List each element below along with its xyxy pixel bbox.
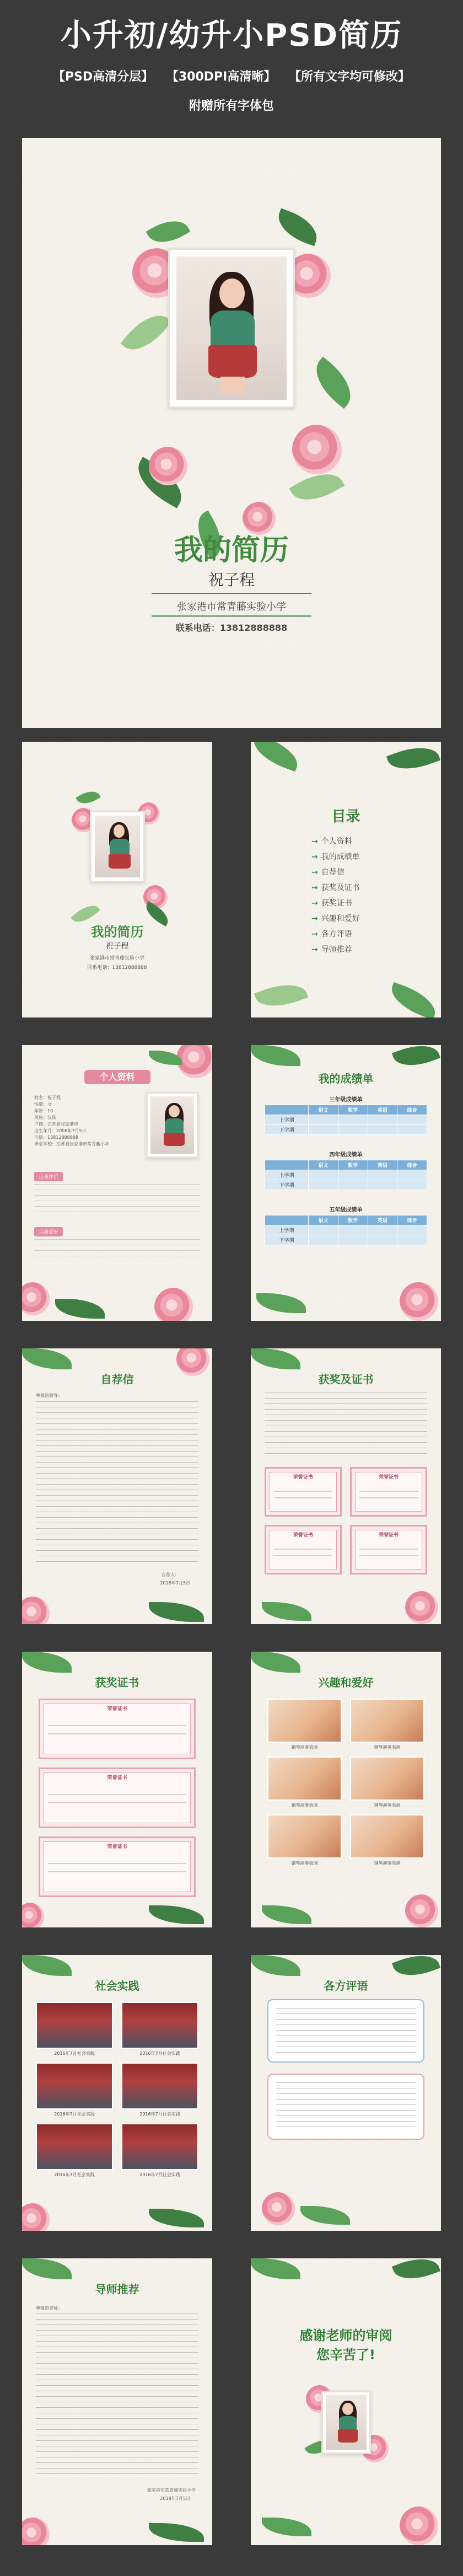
photo-caption: 2016年7月社会实践 bbox=[139, 2051, 180, 2056]
hobby-photo bbox=[267, 1814, 342, 1859]
page-title: 小升初/幼升小PSD简历 bbox=[60, 18, 403, 53]
photo-caption: 2016年7月社会实践 bbox=[54, 2051, 95, 2056]
mentor-greeting: 尊敬的老师： bbox=[36, 2306, 62, 2311]
section-banner: 个人资料 bbox=[84, 1070, 150, 1084]
photo-caption: 2016年7月社会实践 bbox=[139, 2172, 180, 2177]
leaf-decoration bbox=[306, 357, 361, 409]
tag-dpi: 【300DPI高清晰】 bbox=[166, 70, 276, 84]
letter-greeting: 尊敬的领导： bbox=[36, 1393, 62, 1398]
section-title: 兴趣和爱好 bbox=[318, 1676, 374, 1689]
hobby-photo bbox=[350, 1756, 424, 1801]
cover-page bbox=[22, 138, 441, 728]
comment-bubble bbox=[267, 1999, 424, 2063]
activity-photo bbox=[121, 2002, 198, 2049]
thanks-page bbox=[251, 2258, 441, 2545]
small-cover-phone: 联系电话：13812888888 bbox=[87, 965, 147, 971]
hobby-page bbox=[251, 1652, 441, 1927]
portrait-frame bbox=[146, 1092, 198, 1158]
text-block bbox=[34, 1239, 200, 1261]
activity-photo bbox=[121, 2123, 198, 2170]
activity-photo bbox=[36, 2063, 113, 2109]
certificate: 荣誉证书 bbox=[39, 1768, 196, 1828]
small-cover-title: 我的简历 bbox=[90, 924, 144, 940]
portrait-photo bbox=[176, 256, 287, 400]
section-title: 社会实践 bbox=[95, 1979, 139, 1993]
gift-note: 附赠所有字体包 bbox=[189, 99, 274, 113]
toc-item[interactable]: → 我的成绩单 bbox=[311, 853, 360, 861]
photo-caption: 钢琴演奏表演 bbox=[291, 1861, 318, 1866]
sub-heading: 兴趣爱好 bbox=[34, 1227, 63, 1236]
header bbox=[0, 0, 463, 127]
thanks-line-1: 感谢老师的审阅 bbox=[299, 2328, 392, 2343]
rose-decoration bbox=[149, 447, 187, 485]
small-cover-school: 张家港市常青藤实验小学 bbox=[89, 956, 144, 961]
photo-caption: 2016年7月社会实践 bbox=[54, 2112, 95, 2117]
portrait-frame bbox=[90, 811, 145, 882]
toc-item[interactable]: → 兴趣和爱好 bbox=[311, 914, 360, 923]
leaf-decoration bbox=[273, 208, 322, 247]
letter-sign: 自荐人： bbox=[161, 1572, 179, 1577]
tag-psd: 【PSD高清分层】 bbox=[52, 70, 154, 84]
photo-caption: 钢琴演奏表演 bbox=[291, 1803, 318, 1808]
divider bbox=[152, 593, 311, 594]
toc-item[interactable]: → 各方评语 bbox=[311, 930, 352, 939]
hobby-photo bbox=[267, 1699, 342, 1743]
comments-page bbox=[251, 1955, 441, 2231]
mentor-page bbox=[22, 2258, 212, 2545]
practice-page bbox=[22, 1955, 212, 2231]
cover-school: 张家港市常青藤实验小学 bbox=[177, 601, 286, 613]
certificate: 荣誉证书 bbox=[265, 1525, 342, 1574]
toc-item[interactable]: → 个人资料 bbox=[311, 837, 352, 846]
section-title: 各方评语 bbox=[324, 1979, 368, 1993]
feature-tags bbox=[0, 67, 463, 84]
toc-page bbox=[251, 742, 441, 1017]
personal-page bbox=[22, 1045, 212, 1321]
leaf-decoration bbox=[120, 306, 171, 360]
certificate: 荣誉证书 bbox=[39, 1836, 196, 1897]
section-title: 导师推荐 bbox=[95, 2283, 139, 2296]
letter-body bbox=[36, 1401, 198, 1567]
certificate: 荣誉证书 bbox=[265, 1467, 342, 1517]
grades-page bbox=[251, 1045, 441, 1321]
toc-item[interactable]: → 自荐信 bbox=[311, 868, 344, 877]
table-caption: 四年级成绩单 bbox=[329, 1152, 363, 1158]
sub-heading: 自我评价 bbox=[34, 1172, 63, 1181]
activity-photo bbox=[121, 2063, 198, 2109]
cover-name: 祝子程 bbox=[208, 571, 255, 589]
section-title: 我的成绩单 bbox=[318, 1072, 374, 1085]
awards-page bbox=[251, 1348, 441, 1624]
cover-title: 我的简历 bbox=[174, 534, 289, 567]
mentor-sign: 张家港市常青藤实验小学 bbox=[147, 2488, 196, 2493]
letter-page bbox=[22, 1348, 212, 1624]
activity-photo bbox=[36, 2123, 113, 2170]
mentor-date: 2018年7月5日 bbox=[160, 2496, 190, 2501]
portrait-frame bbox=[168, 248, 295, 408]
table-caption: 五年级成绩单 bbox=[329, 1207, 363, 1213]
section-title: 自荐信 bbox=[100, 1373, 134, 1386]
rose-decoration bbox=[292, 425, 342, 474]
photo-caption: 钢琴演奏表演 bbox=[374, 1803, 401, 1808]
photo-caption: 钢琴演奏表演 bbox=[374, 1861, 401, 1866]
certificate: 荣誉证书 bbox=[350, 1467, 427, 1517]
toc-item[interactable]: → 获奖及证书 bbox=[311, 883, 360, 892]
hobby-photo bbox=[267, 1756, 342, 1801]
divider bbox=[152, 615, 311, 617]
hobby-photo bbox=[350, 1699, 424, 1743]
certs-page bbox=[22, 1652, 212, 1927]
text-block bbox=[34, 1184, 200, 1217]
leaf-decoration bbox=[146, 212, 191, 251]
small-cover-name: 祝子程 bbox=[105, 942, 129, 951]
section-title: 获奖证书 bbox=[95, 1676, 139, 1689]
grade-table: 语文 数学 英语 综合 上学期 下学期 bbox=[265, 1160, 427, 1190]
section-title: 获奖及证书 bbox=[318, 1373, 374, 1386]
comment-bubble bbox=[267, 2074, 424, 2140]
certificate: 荣誉证书 bbox=[350, 1525, 427, 1574]
hobby-photo bbox=[350, 1814, 424, 1859]
photo-caption: 钢琴演奏表演 bbox=[374, 1745, 401, 1750]
letter-date: 2018年7月5日 bbox=[160, 1581, 190, 1586]
cover-phone: 联系电话：13812888888 bbox=[175, 623, 288, 633]
certificate: 荣誉证书 bbox=[39, 1699, 196, 1759]
mentor-body bbox=[36, 2313, 198, 2479]
toc-item[interactable]: → 导师推荐 bbox=[311, 945, 352, 954]
small-cover-page bbox=[22, 742, 212, 1017]
grade-table: 语文 数学 英语 综合 上学期 下学期 bbox=[265, 1215, 427, 1245]
toc-item[interactable]: → 获奖证书 bbox=[311, 899, 352, 908]
portrait-photo bbox=[95, 816, 140, 877]
grade-table: 语文 数学 英语 综合 上学期 下学期 bbox=[265, 1105, 427, 1135]
portrait-frame bbox=[321, 2391, 371, 2454]
personal-info: 姓名：祝子程 性别：女 年龄：10 民族：汉族 户籍：江苏省张家港市 出生年月：2008年7月5日 电话：13812888888 毕业学校：江苏省张家港市常青藤小学 bbox=[34, 1095, 109, 1147]
photo-caption: 2016年7月社会实践 bbox=[54, 2172, 95, 2177]
thanks-line-2: 您辛苦了! bbox=[316, 2347, 375, 2363]
table-caption: 三年级成绩单 bbox=[329, 1097, 363, 1103]
tag-editable: 【所有文字均可修改】 bbox=[289, 70, 411, 84]
toc-title: 目录 bbox=[331, 808, 360, 825]
awards-list bbox=[265, 1393, 427, 1459]
photo-caption: 2016年7月社会实践 bbox=[139, 2112, 180, 2117]
photo-caption: 钢琴演奏表演 bbox=[291, 1745, 318, 1750]
activity-photo bbox=[36, 2002, 113, 2049]
